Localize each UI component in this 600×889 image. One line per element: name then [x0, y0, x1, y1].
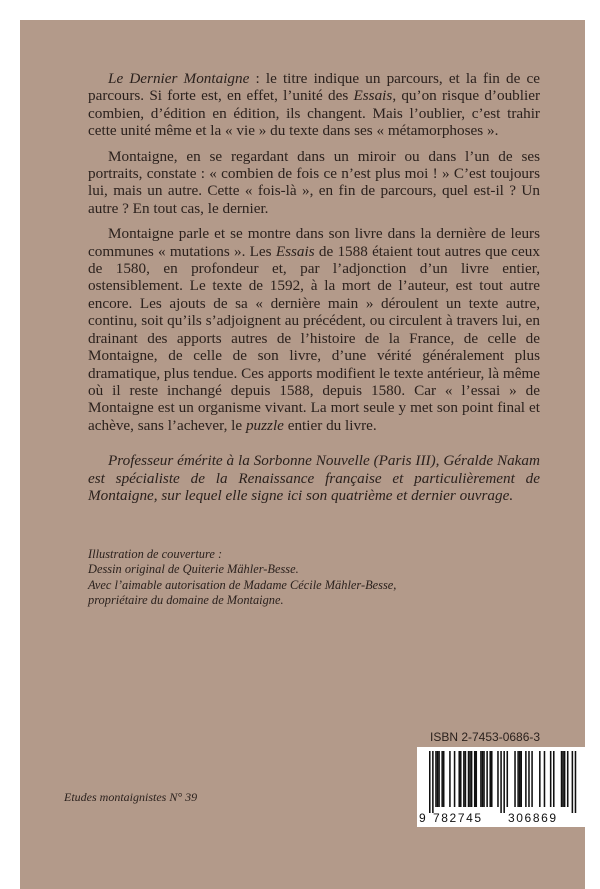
barcode-bar: [503, 751, 505, 813]
barcode-bar: [486, 751, 488, 807]
barcode-bar: [491, 751, 493, 807]
barcode-bar: [519, 751, 521, 807]
barcode-bar: [561, 751, 563, 807]
barcode-bar: [432, 751, 434, 813]
barcode-bar: [525, 751, 527, 807]
barcode-bar: [528, 751, 530, 807]
barcode-bar: [572, 751, 574, 813]
barcode-bar: [441, 751, 443, 807]
barcode-bar: [575, 751, 577, 813]
author-bio: Professeur émérite à la Sorbonne Nouvelle (Paris III), Géralde Nakam est spécialiste de la Renaissance française et particulièrement de Montaigne, sur lequel elle signe ici son quatrième et dernier ouvrage.: [88, 452, 540, 504]
barcode-bar: [465, 751, 467, 807]
barcode: [417, 747, 585, 827]
series-label: Etudes montaignistes N° 39: [64, 790, 198, 804]
barcode-bar: [469, 751, 471, 807]
barcode-bar: [437, 751, 439, 807]
barcode-bar: [480, 751, 482, 807]
barcode-bar: [564, 751, 566, 807]
barcode-first-digit: 9: [419, 811, 428, 825]
book-title: Le Dernier Montaigne: [108, 70, 250, 87]
back-cover: [20, 20, 585, 889]
barcode-bar: [482, 751, 484, 807]
barcode-bar: [550, 751, 552, 807]
illustration-credit: Illustration de couverture : Dessin original de Quiterie Mähler-Besse. Avec l’aimable autorisation de Madame Cécile Mähler-Besse, propriétaire du domaine de Montaigne.: [88, 547, 397, 607]
barcode-left-group: 782745: [433, 811, 483, 825]
blurb-text: [88, 70, 540, 512]
barcode-bar: [463, 751, 465, 807]
barcode-bar: [474, 751, 476, 807]
barcode-bar: [500, 751, 502, 813]
barcode-right-group: 306869: [508, 811, 558, 825]
barcode-bar: [520, 751, 522, 807]
barcode-bar: [497, 751, 499, 807]
barcode-bar: [539, 751, 541, 807]
barcode-bar: [544, 751, 546, 807]
barcode-bar: [562, 751, 564, 807]
barcode-bar: [443, 751, 445, 807]
barcode-bar: [454, 751, 456, 807]
blurb-paragraph-2: Montaigne, en se regardant dans un miroir ou dans l’un de ses portraits, constate : « combien de fois ce n’est plus moi ! » C’est toujours lui, mais un autre. Cette « fois-là », en fin de parcours, quel est-il ? Un autre ? En tout cas, le dernier.: [88, 147, 540, 217]
barcode-bar: [438, 751, 440, 807]
barcode-bar: [435, 751, 437, 807]
barcode-bar: [507, 751, 509, 807]
isbn-label: ISBN 2-7453-0686-3: [430, 730, 541, 744]
barcode-bar: [449, 751, 451, 807]
barcode-digits: [417, 811, 585, 827]
barcode-bar: [514, 751, 516, 807]
barcode-bar: [517, 751, 519, 807]
barcode-bar: [429, 751, 431, 813]
barcode-bars: [417, 747, 585, 813]
barcode-bar: [458, 751, 460, 807]
barcode-bar: [489, 751, 491, 807]
barcode-bar: [553, 751, 555, 807]
barcode-bar: [476, 751, 478, 807]
barcode-bar: [468, 751, 470, 807]
barcode-bar: [483, 751, 485, 807]
blurb-paragraph-1: Le Dernier Montaigne : le titre indique un parcours, et la fin de ce parcours. Si forte est, en effet, l’unité des Essais, qu’on risque d’oublier combien, d’édition en édition, ils changent. Mais l’oublier, c’est trahir cette unité même et la « vie » du texte dans ses « métamorphoses ».: [88, 70, 541, 140]
blurb-paragraph-3: Montaigne parle et se montre dans son livre dans la dernière de leurs communes « mutations ». Les Essais de 1588 étaient tout autres que ceux de 1580, en profondeur et, par l’adjonction d’un livre entier, ostensiblement. Le texte de 1592, à la mort de l’auteur, est tout autre encore. Les ajouts de sa « dernière main » déroulent un texte autre, continu, soit qu’ils s’adjoignent au précédent, ou circulent à travers lui, en drainant des apports autres de l’histoire de la France, de celle de Montaigne, de celle de son livre, d’une vérité généralement plus dramatique, plus tendue. Ces apports modifient le texte antérieur, là même où il reste inchangé depuis 1588, depuis 1580. Car « l’essai » de Montaigne est un organisme vivant. La mort seule y met son point final et achève, sans l’achever, le puzzle entier du livre.: [88, 225, 540, 434]
barcode-bar: [567, 751, 569, 807]
barcode-bar: [531, 751, 533, 807]
barcode-bar: [460, 751, 462, 807]
barcode-bar: [471, 751, 473, 807]
